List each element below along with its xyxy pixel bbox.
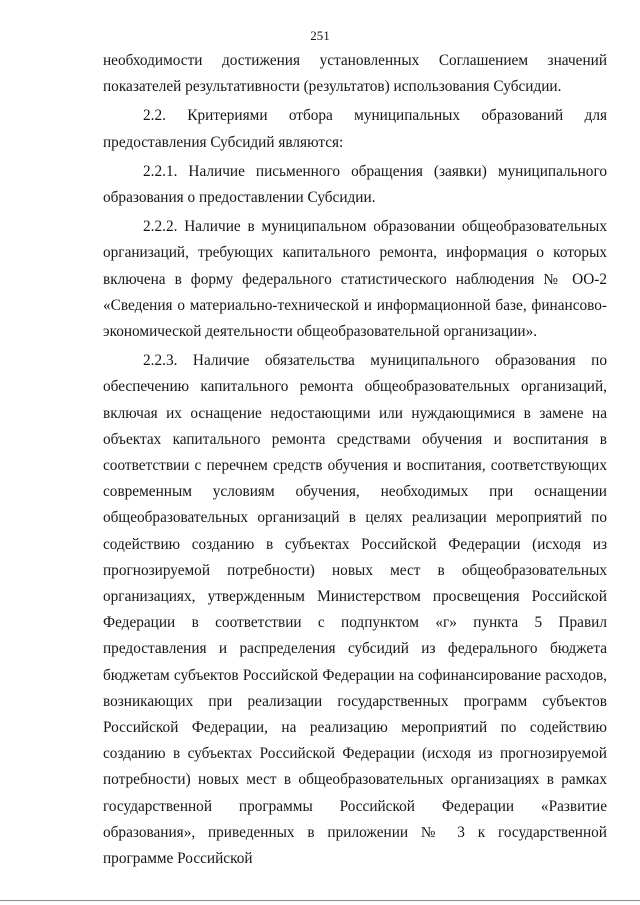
paragraph-2-2-1: 2.2.1. Наличие письменного обращения (заявки) муниципального образования о предоставлении Субсидии. xyxy=(103,162,607,207)
page-body xyxy=(103,48,607,872)
paragraph-2-2-3: 2.2.3. Наличие обязательства муниципального образования по обеспечению капитального ремонта общеобразовательных организаций, включая их оснащение недостающими или нуждающимися в замене на объектах капитального ремонта средствами обучения и воспитания в соответствии с перечнем средств обучения и воспитания, соответствующих современным условиям обучения, необходимых при оснащении общеобразовательных организаций в целях реализации мероприятий по содействию созданию в субъектах Российской Федерации (исходя из прогнозируемой потребности) новых мест в общеобразовательных организациях, утвержденным Министерством просвещения Российской Федерации в соответствии с подпунктом «г» пункта 5 Правил предоставления и распределения субсидий из федерального бюджета бюджетам субъектов Российской Федерации на софинансирование расходов, возникающих при реализации государственных программ субъектов Российской Федерации, на реализацию мероприятий по содействию созданию в субъектах Российской Федерации (исходя из прогнозируемой потребности) новых мест в общеобразовательных организациях в рамках государственной программы Российской Федерации «Развитие образования», приведенных в приложении № 3 к государственной программе Российской xyxy=(103,352,607,868)
page-bottom-edge xyxy=(0,900,640,901)
paragraph-2-2-2: 2.2.2. Наличие в муниципальном образовании общеобразовательных организаций, требующих капитального ремонта, информация о которых включена в форму федерального статистического наблюдения № ОО-2 «Сведения о материально-технической и информационной базе, финансово-экономической деятельности общеобразовательной организации». xyxy=(103,218,607,341)
page-number: 251 xyxy=(310,28,330,43)
paragraph-2-2: 2.2. Критериями отбора муниципальных образований для предоставления Субсидий являются: xyxy=(103,107,607,151)
paragraph-continuation: необходимости достижения установленных Соглашением значений показателей результативности (результатов) использования Субсидии. xyxy=(103,52,607,96)
